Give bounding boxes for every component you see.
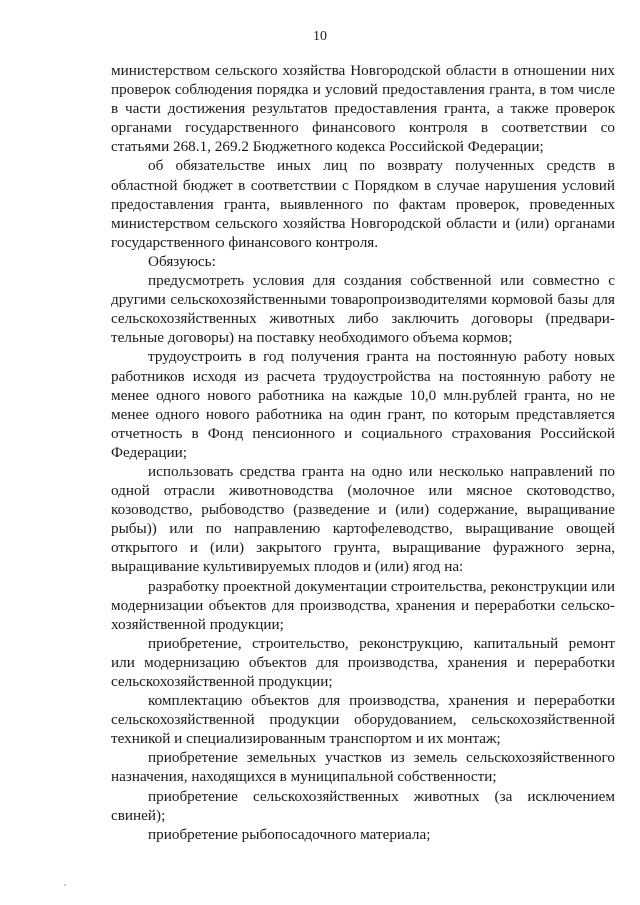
paragraph-land-purchase: приобретение земельных участков из земель сельскохозяйственного назначения, находящихся в муниципальной собственности; (111, 749, 615, 786)
paragraph-undertake-heading: Обязуюсь: (148, 252, 216, 270)
page-number: 10 (313, 29, 327, 44)
paragraph-design-documentation: разработку проектной документации строительства, реконструкции или модернизации объектов для производства, хранения и переработки сельско-хозяйственной продукции; (111, 577, 615, 633)
paragraph-feed-base: предусмотреть условия для создания собственной или совместно с другими сельскохозяйственными товаропроизводителями кормовой базы для сельскохозяйственных животных либо заключить договоры (предвари-тельные договоры) на поставку необходимого объема кормов; (111, 272, 615, 347)
paragraph-grant-use: использовать средства гранта на одно или несколько направлений по одной отрасли животноводства (молочное или мясное скотоводство, козоводство, рыбоводство (разведение и (или) содержание, выращивание рыбы)) или по направлению картофелеводство, выращивание овощей открытого и (или) закрытого грунта, выращивание фуражного зерна, выращивание культивируемых плодов и (или) ягод на: (111, 462, 615, 576)
paragraph-equipment: комплектацию объектов для производства, хранения и переработки сельскохозяйственной продукции оборудованием, сельскохозяйственной техникой и специализированным транспортом и их монтаж; (111, 692, 615, 748)
paragraph-animals-purchase: приобретение сельскохозяйственных животных (за исключением свиней); (111, 787, 615, 824)
paragraph-construction: приобретение, строительство, реконструкцию, капитальный ремонт или модернизацию объектов для производства, хранения и переработки сельскохозяйственной продукции; (111, 634, 615, 690)
paragraph-refund-obligation: об обязательстве иных лиц по возврату полученных средств в областной бюджет в соответствии с Порядком в случае нарушения условий предоставления гранта, выявленного по фактам проверок, проведенных министерством сельского хозяйства Новгородской области и (или) органами государственного финансового контроля. (111, 157, 615, 251)
paragraph-employment: трудоустроить в год получения гранта на постоянную работу новых работников исходя из расчета трудоустройства на постоянную работу не менее одного нового работника на каждые 10,0 млн.рублей гранта, но не менее одного нового работника на один грант, по которым представляется отчетность в Фонд пенсионного и социального страхования Российской Федерации; (111, 348, 615, 461)
paragraph-fish-stock: приобретение рыбопосадочного материала; (148, 825, 431, 843)
paragraph-inspections-continued: министерством сельского хозяйства Новгородской области в отношении них проверок соблюдения порядка и условий предоставления гранта, в том числе в части достижения результатов предоставления гранта, а также проверок органами государственного финансового контроля в соответствии со статьями 268.1, 269.2 Бюджетного кодекса Российской Федерации; (111, 62, 615, 156)
scan-artifact-dot (64, 884, 66, 886)
document-body (111, 61, 615, 844)
